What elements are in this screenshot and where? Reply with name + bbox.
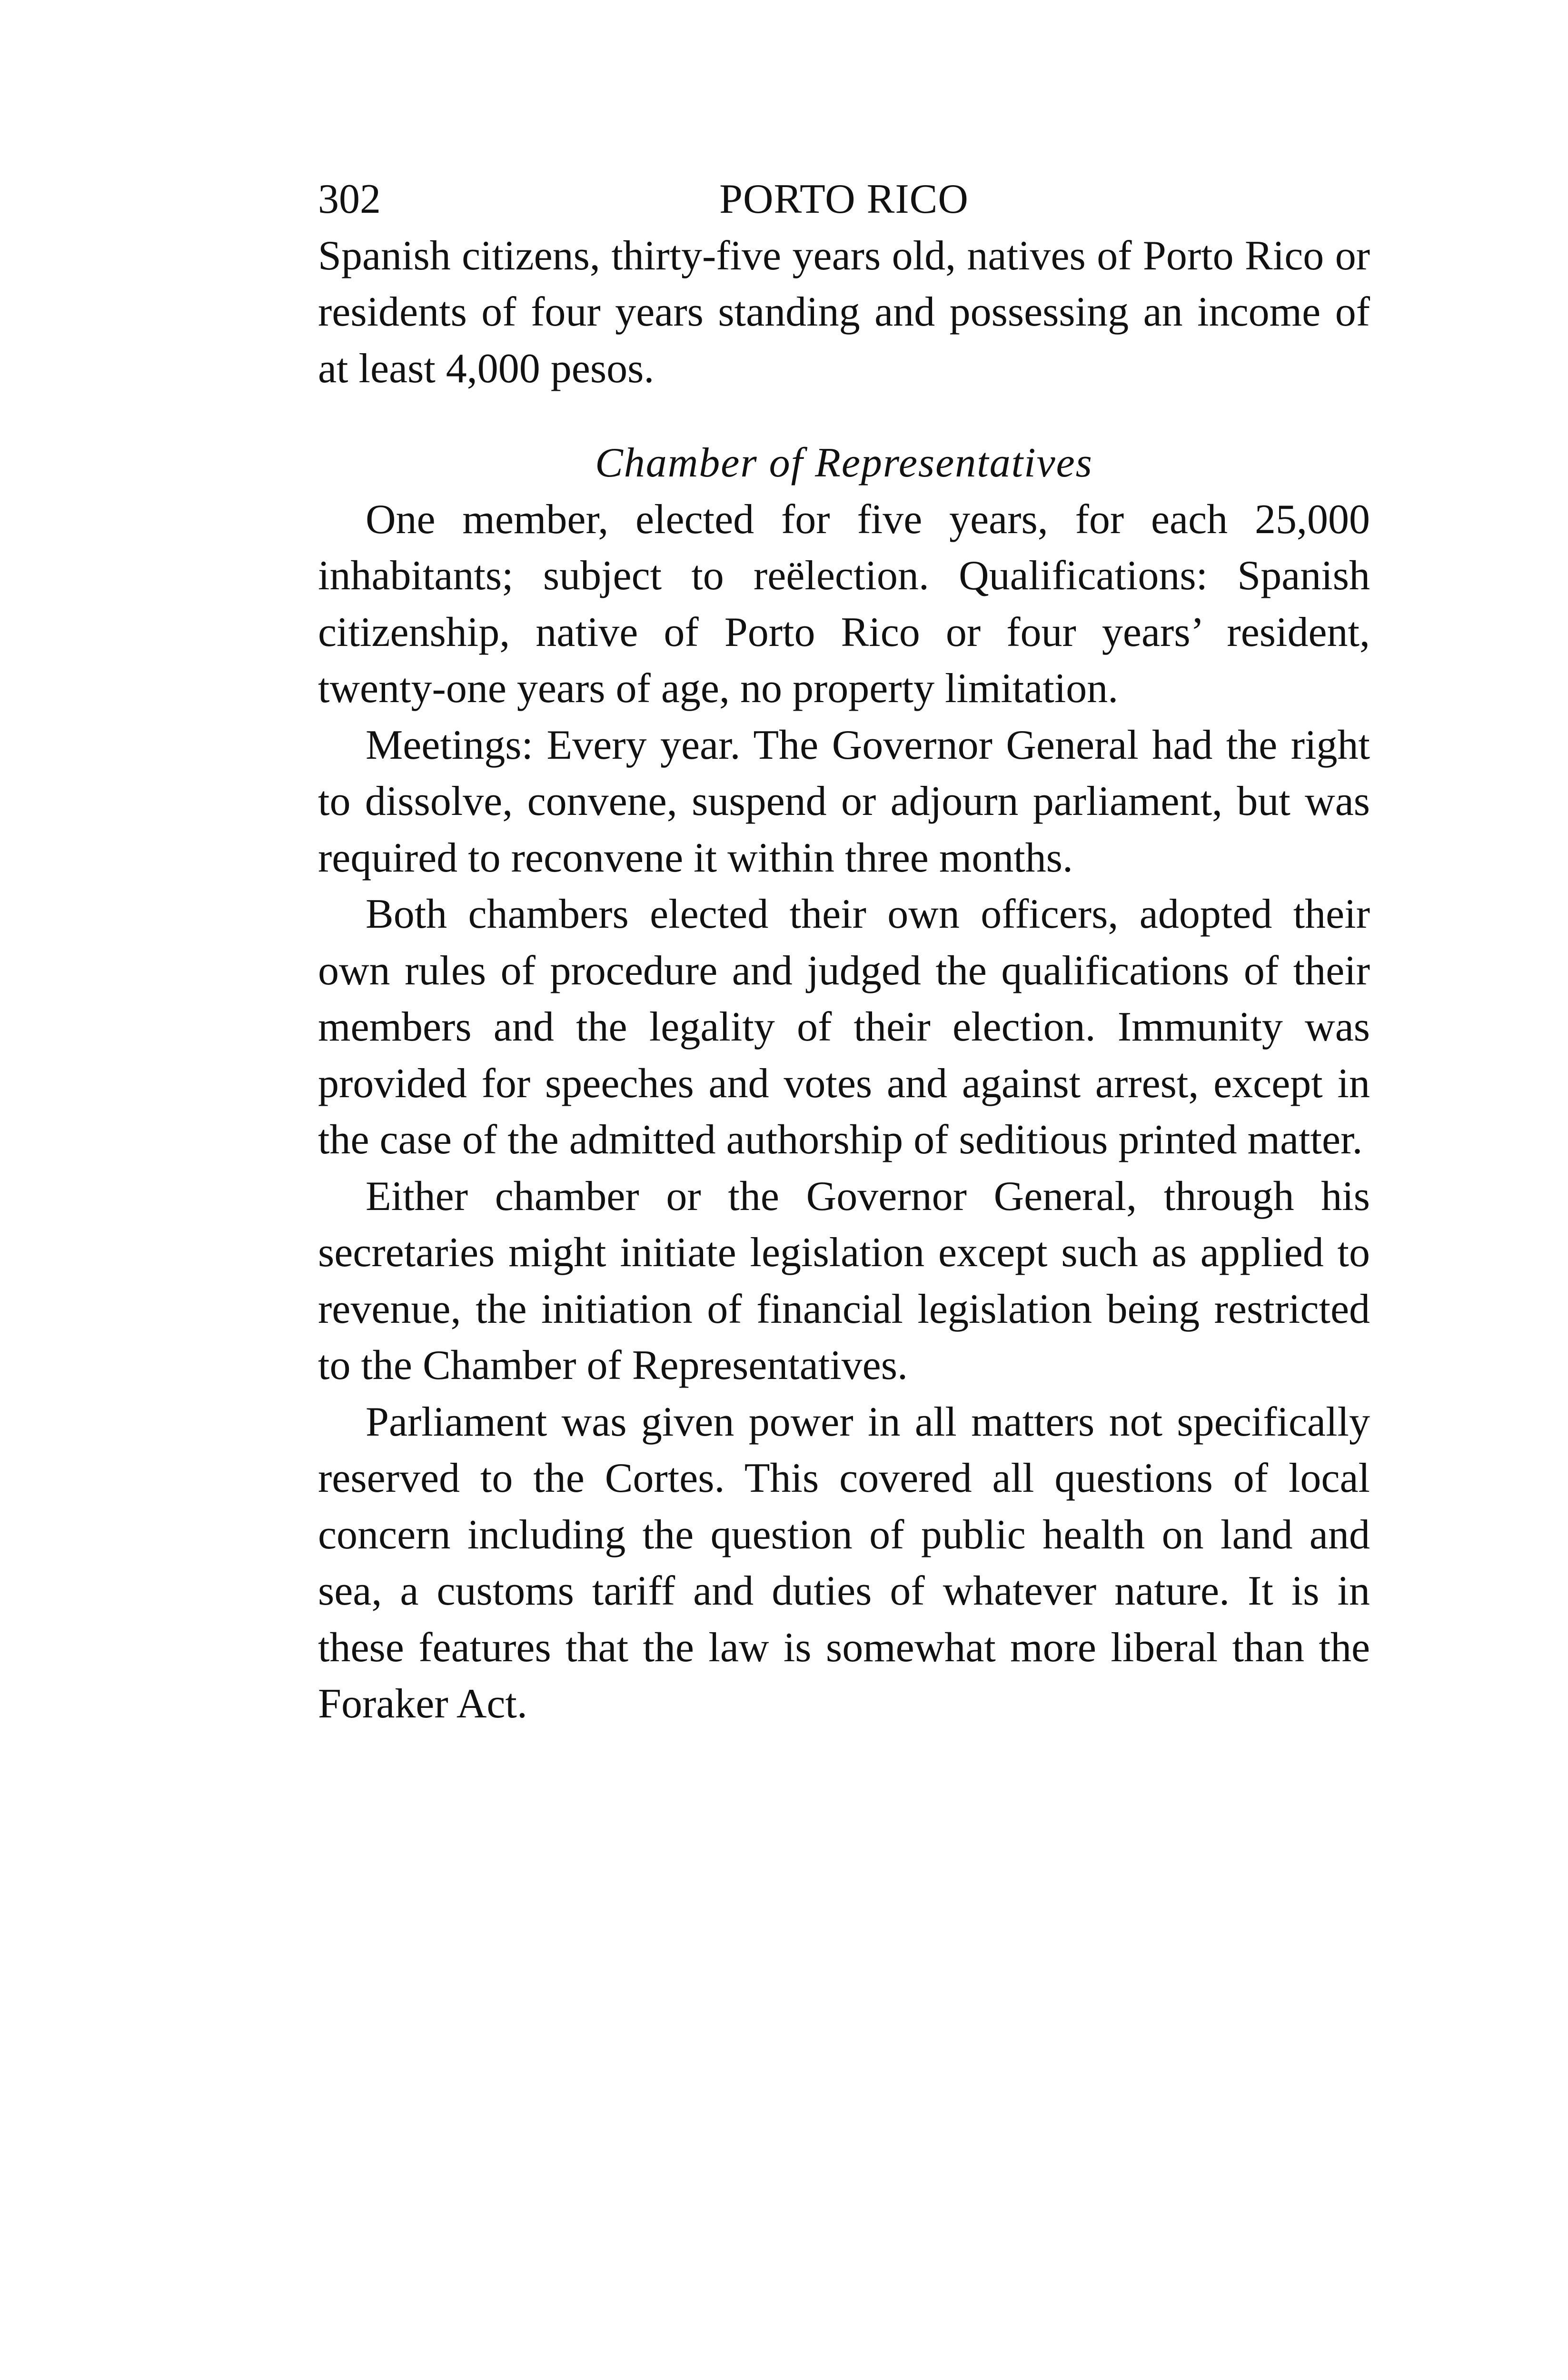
text-block xyxy=(318,171,1370,1733)
paragraph-3: Both chambers elected their own officers, adopted their own rules of procedure and judged the qualifications of their members and the legality of their election. Immunity was provided for speeches and votes and against arrest, except in the case of the admitted authorship of seditious printed matter. xyxy=(318,891,1370,1163)
intro-paragraph: Spanish citizens, thirty-five years old, natives of Porto Rico or residents of four years standing and possessing an income of at least 4,000 pesos. xyxy=(318,232,1370,392)
running-title: PORTO RICO xyxy=(719,176,969,222)
paragraph-2: Meetings: Every year. The Governor General had the right to dissolve, convene, suspend or adjourn parliament, but was required to reconvene it within three months. xyxy=(318,722,1370,881)
running-head xyxy=(318,171,1370,228)
paragraph-1: One member, elected for five years, for each 25,000 inhabitants; subject to reëlection. Qualifications: Spanish citizenship, native of Porto Rico or four years’ resident, twenty-one years of age, no property limitation. xyxy=(318,496,1370,712)
page-number: 302 xyxy=(318,176,381,222)
paragraph-4: Either chamber or the Governor General, through his secretaries might initiate legislation except such as applied to revenue, the initiation of financial legislation being restricted to the Chamber of Representatives. xyxy=(318,1173,1370,1388)
paragraph-5: Parliament was given power in all matters not specifically reserved to the Cortes. This covered all questions of local concern including the question of public health on land and sea, a customs tariff and duties of whatever nature. It is in these features that the law is somewhat more liberal than the Foraker Act. xyxy=(318,1398,1370,1727)
section-heading: Chamber of Representatives xyxy=(595,440,1093,486)
